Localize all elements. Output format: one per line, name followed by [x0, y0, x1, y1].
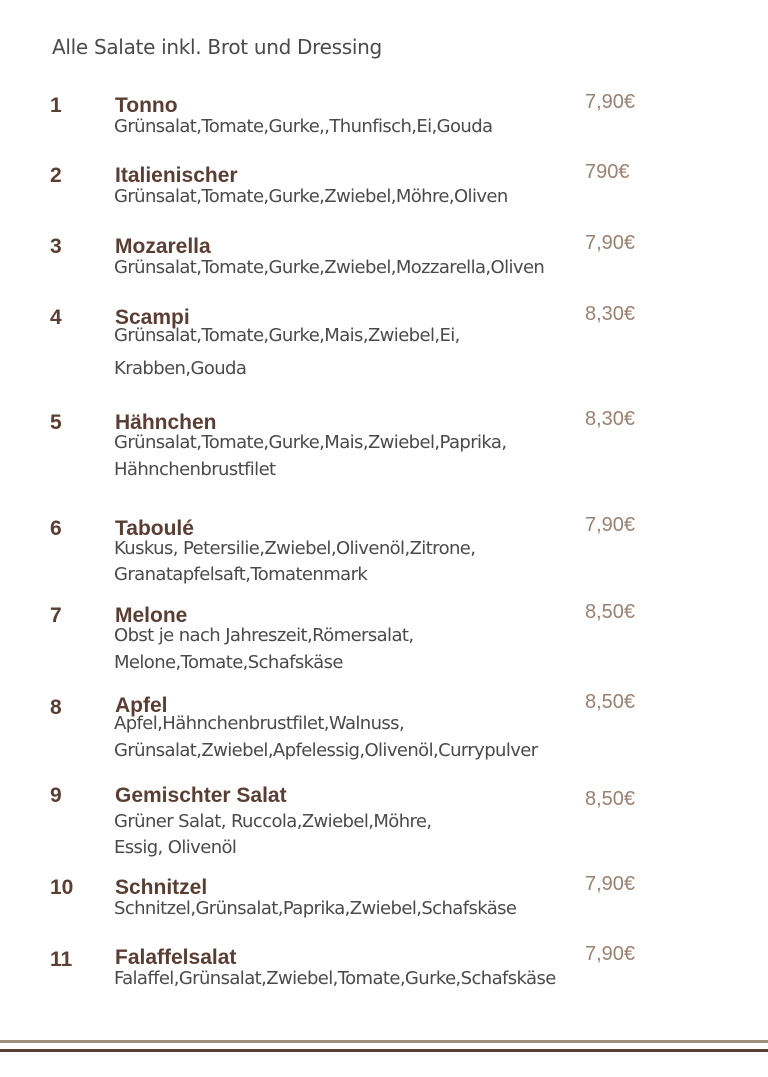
item-description: Apfel,Hähnchenbrustfilet,Walnuss, [114, 713, 405, 734]
divider-line-dark [0, 1049, 768, 1052]
item-description-continued: Melone,Tomate,Schafskäse [114, 652, 343, 673]
item-description: Grünsalat,Tomate,Gurke,Mais,Zwiebel,Ei, [114, 325, 460, 346]
item-number: 1 [50, 94, 62, 117]
item-description: Schnitzel,Grünsalat,Paprika,Zwiebel,Schafskäse [114, 898, 517, 919]
item-price: 790€ [585, 161, 630, 183]
item-description-continued: Hähnchenbrustfilet [114, 459, 276, 480]
item-number: 11 [50, 948, 73, 971]
item-name: Italienischer [115, 164, 238, 187]
item-description: Grüner Salat, Ruccola,Zwiebel,Möhre, [114, 811, 432, 832]
item-price: 8,50€ [585, 601, 636, 623]
item-price: 7,90€ [585, 514, 636, 536]
item-description-continued: Grünsalat,Zwiebel,Apfelessig,Olivenöl,Currypulver [114, 740, 538, 761]
item-price: 7,90€ [585, 232, 636, 254]
item-number: 6 [50, 517, 62, 540]
item-name: Mozarella [115, 235, 211, 258]
item-number: 8 [50, 696, 62, 719]
item-number: 7 [50, 604, 62, 627]
item-number: 2 [50, 164, 62, 187]
item-name: Scampi [115, 306, 190, 329]
item-number: 3 [50, 235, 62, 258]
item-name: Apfel [115, 694, 168, 717]
item-price: 7,90€ [585, 91, 636, 113]
item-price: 8,50€ [585, 691, 636, 713]
item-description: Falaffel,Grünsalat,Zwiebel,Tomate,Gurke,Schafskäse [114, 968, 556, 989]
item-number: 10 [50, 876, 74, 899]
item-description: Grünsalat,Tomate,Gurke,Mais,Zwiebel,Paprika, [114, 432, 507, 453]
item-price: 7,90€ [585, 873, 636, 895]
item-price: 7,90€ [585, 943, 636, 965]
item-name: Taboulé [115, 517, 194, 540]
divider-line-light [0, 1040, 768, 1043]
item-price: 8,30€ [585, 408, 636, 430]
item-name: Falaffelsalat [115, 946, 237, 969]
menu-intro: Alle Salate inkl. Brot und Dressing [52, 35, 382, 59]
item-name: Gemischter Salat [115, 784, 287, 807]
item-number: 5 [50, 411, 62, 434]
item-description: Grünsalat,Tomate,Gurke,Zwiebel,Möhre,Oliven [114, 186, 508, 207]
item-description: Grünsalat,Tomate,Gurke,Zwiebel,Mozzarella,Oliven [114, 257, 545, 278]
item-number: 9 [50, 784, 62, 807]
item-price: 8,30€ [585, 303, 636, 325]
item-number: 4 [50, 306, 62, 329]
item-description-continued: Krabben,Gouda [114, 358, 247, 379]
item-description: Grünsalat,Tomate,Gurke,,Thunfisch,Ei,Gouda [114, 116, 493, 137]
item-description-continued: Essig, Olivenöl [114, 837, 237, 858]
item-description: Kuskus, Petersilie,Zwiebel,Olivenöl,Zitrone, [114, 538, 476, 559]
item-name: Schnitzel [115, 876, 208, 899]
item-price: 8,50€ [585, 788, 636, 810]
item-description-continued: Granatapfelsaft,Tomatenmark [114, 564, 368, 585]
item-name: Melone [115, 604, 188, 627]
item-description: Obst je nach Jahreszeit,Römersalat, [114, 625, 414, 646]
item-name: Hähnchen [115, 411, 217, 434]
item-name: Tonno [115, 94, 178, 117]
